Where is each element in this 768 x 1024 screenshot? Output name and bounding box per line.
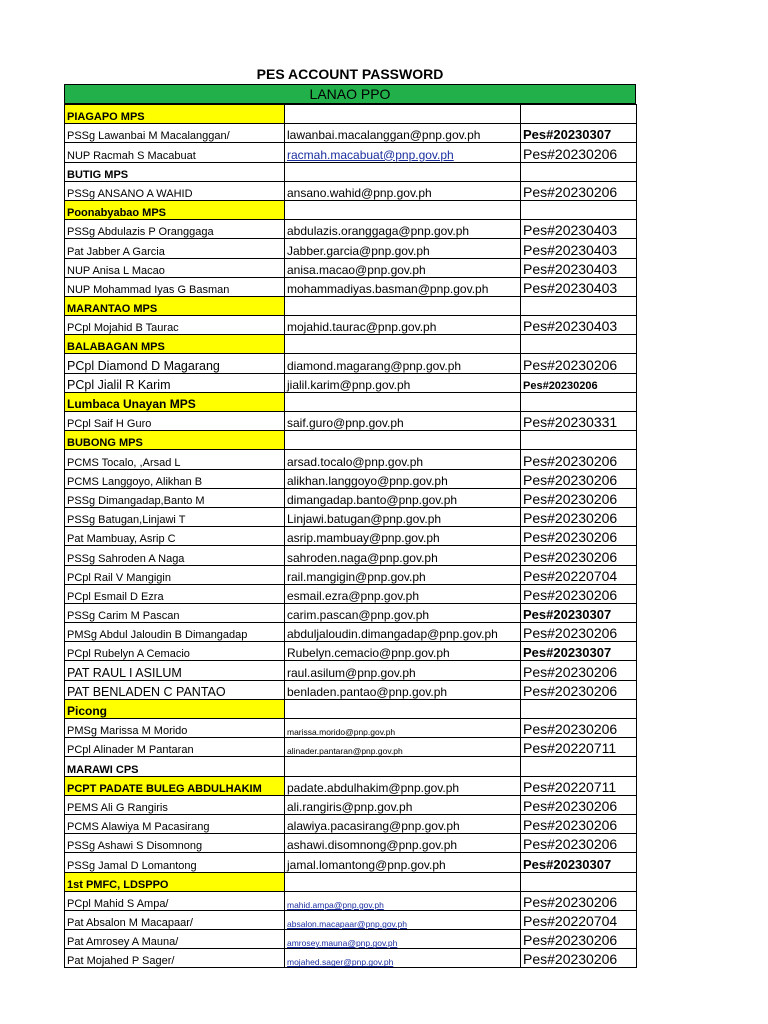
group-header-row <box>65 335 637 354</box>
account-email: marissa.morido@pnp.gov.ph <box>285 719 521 738</box>
group-header-row <box>65 757 637 776</box>
account-name: Pat Absalon M Macapaar/ <box>65 910 285 929</box>
group-label: Lumbaca Unayan MPS <box>65 392 285 411</box>
account-name: PSSg Lawanbai M Macalanggan/ <box>65 124 285 143</box>
account-password: Pes#20230206 <box>521 584 637 603</box>
account-password: Pes#20230206 <box>521 930 637 949</box>
account-email: Jabber.garcia@pnp.gov.ph <box>285 239 521 258</box>
account-name: PCPT PADATE BULEG ABDULHAKIM <box>65 776 285 795</box>
account-row <box>65 469 637 488</box>
account-password: Pes#20220704 <box>521 565 637 584</box>
account-password: Pes#20230206 <box>521 507 637 526</box>
group-header-row <box>65 296 637 315</box>
account-row <box>65 930 637 949</box>
account-password: Pes#20230206 <box>521 834 637 853</box>
spreadsheet <box>64 64 636 968</box>
empty-cell <box>285 162 521 181</box>
account-email: jialil.karim@pnp.gov.ph <box>285 373 521 392</box>
account-name: PCpl Diamond D Magarang <box>65 354 285 373</box>
account-name: PCpl Rubelyn A Cemacio <box>65 642 285 661</box>
empty-cell <box>521 757 637 776</box>
account-password: Pes#20230206 <box>521 814 637 833</box>
account-password: Pes#20230206 <box>521 527 637 546</box>
account-row <box>65 124 637 143</box>
account-row <box>65 814 637 833</box>
empty-cell <box>285 105 521 124</box>
account-row <box>65 719 637 738</box>
account-email[interactable]: amrosey.mauna@pnp.gov.ph <box>285 930 521 949</box>
account-password: Pes#20230403 <box>521 239 637 258</box>
account-name: PSSg Jamal D Lomantong <box>65 853 285 872</box>
account-name: PSSg Sahroden A Naga <box>65 546 285 565</box>
account-row <box>65 258 637 277</box>
account-email: arsad.tocalo@pnp.gov.ph <box>285 450 521 469</box>
account-name: PSSg Ashawi S Disomnong <box>65 834 285 853</box>
account-row <box>65 584 637 603</box>
account-name: Pat Mambuay, Asrip C <box>65 527 285 546</box>
account-email: asrip.mambuay@pnp.gov.ph <box>285 527 521 546</box>
group-label: MARANTAO MPS <box>65 296 285 315</box>
empty-cell <box>285 757 521 776</box>
account-row <box>65 949 637 968</box>
page-title: PES ACCOUNT PASSWORD <box>256 66 444 82</box>
account-email[interactable]: mahid.ampa@pnp.gov.ph <box>285 891 521 910</box>
account-row <box>65 565 637 584</box>
account-name: PAT RAUL I ASILUM <box>65 661 285 680</box>
account-row <box>65 220 637 239</box>
account-email: benladen.pantao@pnp.gov.ph <box>285 680 521 699</box>
account-email: padate.abdulhakim@pnp.gov.ph <box>285 776 521 795</box>
account-password: Pes#20230206 <box>521 181 637 200</box>
account-row <box>65 623 637 642</box>
account-row <box>65 527 637 546</box>
account-password: Pes#20230206 <box>521 450 637 469</box>
group-label: MARAWI CPS <box>65 757 285 776</box>
account-name: Pat Jabber A Garcia <box>65 239 285 258</box>
account-row <box>65 373 637 392</box>
account-row <box>65 143 637 162</box>
account-email: diamond.magarang@pnp.gov.ph <box>285 354 521 373</box>
account-name: PCMS Tocalo, ,Arsad L <box>65 450 285 469</box>
account-row <box>65 776 637 795</box>
account-name: PCMS Alawiya M Pacasirang <box>65 814 285 833</box>
account-email: alawiya.pacasirang@pnp.gov.ph <box>285 814 521 833</box>
account-row <box>65 603 637 622</box>
empty-cell <box>521 296 637 315</box>
account-row <box>65 795 637 814</box>
account-email: esmail.ezra@pnp.gov.ph <box>285 584 521 603</box>
empty-cell <box>521 162 637 181</box>
group-label: Poonabyabao MPS <box>65 200 285 219</box>
account-row <box>65 277 637 296</box>
account-email: alinader.pantaran@pnp.gov.ph <box>285 738 521 757</box>
group-header-row <box>65 392 637 411</box>
account-password: Pes#20230206 <box>521 488 637 507</box>
account-email: carim.pascan@pnp.gov.ph <box>285 603 521 622</box>
account-name: PCMS Langgoyo, Alikhan B <box>65 469 285 488</box>
group-label: BUBONG MPS <box>65 431 285 450</box>
account-password: Pes#20220711 <box>521 738 637 757</box>
account-password: Pes#20230206 <box>521 469 637 488</box>
account-row <box>65 738 637 757</box>
account-password: Pes#20220704 <box>521 910 637 929</box>
account-email: lawanbai.macalanggan@pnp.gov.ph <box>285 124 521 143</box>
account-email: saif.guro@pnp.gov.ph <box>285 412 521 431</box>
account-password: Pes#20230403 <box>521 316 637 335</box>
account-password: Pes#20230331 <box>521 412 637 431</box>
account-email: Linjawi.batugan@pnp.gov.ph <box>285 507 521 526</box>
account-name: PSSg ANSANO A WAHID <box>65 181 285 200</box>
account-name: PCpl Esmail D Ezra <box>65 584 285 603</box>
account-name: PCpl Mojahid B Taurac <box>65 316 285 335</box>
account-row <box>65 910 637 929</box>
empty-cell <box>285 335 521 354</box>
account-name: PCpl Saif H Guro <box>65 412 285 431</box>
account-name: PMSg Abdul Jaloudin B Dimangadap <box>65 623 285 642</box>
account-email[interactable]: mojahed.sager@pnp.gov.ph <box>285 949 521 968</box>
account-name: PMSg Marissa M Morido <box>65 719 285 738</box>
region-banner: LANAO PPO <box>64 84 636 104</box>
account-password: Pes#20230307 <box>521 642 637 661</box>
account-password: Pes#20230206 <box>521 719 637 738</box>
account-row <box>65 239 637 258</box>
account-email: ansano.wahid@pnp.gov.ph <box>285 181 521 200</box>
account-email: abdulazis.oranggaga@pnp.gov.ph <box>285 220 521 239</box>
account-row <box>65 488 637 507</box>
account-row <box>65 661 637 680</box>
account-email: anisa.macao@pnp.gov.ph <box>285 258 521 277</box>
account-email: ashawi.disomnong@pnp.gov.ph <box>285 834 521 853</box>
account-table <box>64 104 637 968</box>
account-email: alikhan.langgoyo@pnp.gov.ph <box>285 469 521 488</box>
empty-cell <box>285 392 521 411</box>
account-password: Pes#20230206 <box>521 949 637 968</box>
account-name: PSSg Dimangadap,Banto M <box>65 488 285 507</box>
group-label: BALABAGAN MPS <box>65 335 285 354</box>
group-label: PIAGAPO MPS <box>65 105 285 124</box>
empty-cell <box>521 699 637 718</box>
empty-cell <box>285 699 521 718</box>
account-password: Pes#20230206 <box>521 623 637 642</box>
account-password: Pes#20220711 <box>521 776 637 795</box>
empty-cell <box>285 431 521 450</box>
account-row <box>65 546 637 565</box>
empty-cell <box>521 200 637 219</box>
empty-cell <box>285 296 521 315</box>
account-password: Pes#20230307 <box>521 603 637 622</box>
account-email[interactable]: racmah.macabuat@pnp.gov.ph <box>285 143 521 162</box>
account-password: Pes#20230403 <box>521 277 637 296</box>
account-name: Pat Mojahed P Sager/ <box>65 949 285 968</box>
account-password: Pes#20230307 <box>521 124 637 143</box>
account-email: sahroden.naga@pnp.gov.ph <box>285 546 521 565</box>
account-name: NUP Anisa L Macao <box>65 258 285 277</box>
account-name: PSSg Batugan,Linjawi T <box>65 507 285 526</box>
account-row <box>65 507 637 526</box>
account-name: PCpl Rail V Mangigin <box>65 565 285 584</box>
group-label: 1st PMFC, LDSPPO <box>65 872 285 891</box>
account-name: NUP Mohammad Iyas G Basman <box>65 277 285 296</box>
account-password: Pes#20230206 <box>521 143 637 162</box>
account-row <box>65 354 637 373</box>
account-email: Rubelyn.cemacio@pnp.gov.ph <box>285 642 521 661</box>
account-email: jamal.lomantong@pnp.gov.ph <box>285 853 521 872</box>
account-email: ali.rangiris@pnp.gov.ph <box>285 795 521 814</box>
account-password: Pes#20230206 <box>521 546 637 565</box>
account-password: Pes#20230403 <box>521 258 637 277</box>
account-password: Pes#20230206 <box>521 661 637 680</box>
account-row <box>65 853 637 872</box>
account-row <box>65 412 637 431</box>
account-name: PEMS Ali G Rangiris <box>65 795 285 814</box>
account-password: Pes#20230206 <box>521 354 637 373</box>
group-header-row <box>65 105 637 124</box>
account-email: raul.asilum@pnp.gov.ph <box>285 661 521 680</box>
account-row <box>65 316 637 335</box>
account-password: Pes#20230206 <box>521 373 637 392</box>
account-password: Pes#20230206 <box>521 680 637 699</box>
account-name: PCpl Mahid S Ampa/ <box>65 891 285 910</box>
account-password: Pes#20230307 <box>521 853 637 872</box>
group-header-row <box>65 699 637 718</box>
empty-cell <box>285 200 521 219</box>
account-email: rail.mangigin@pnp.gov.ph <box>285 565 521 584</box>
empty-cell <box>521 335 637 354</box>
account-row <box>65 891 637 910</box>
empty-cell <box>521 105 637 124</box>
group-header-row <box>65 431 637 450</box>
account-password: Pes#20230206 <box>521 891 637 910</box>
empty-cell <box>521 872 637 891</box>
account-name: PSSg Carim M Pascan <box>65 603 285 622</box>
account-email: mohammadiyas.basman@pnp.gov.ph <box>285 277 521 296</box>
group-header-row <box>65 200 637 219</box>
account-row <box>65 834 637 853</box>
empty-cell <box>521 431 637 450</box>
account-row <box>65 680 637 699</box>
group-label: Picong <box>65 699 285 718</box>
account-row <box>65 450 637 469</box>
empty-cell <box>521 392 637 411</box>
account-password: Pes#20230403 <box>521 220 637 239</box>
account-name: PSSg Abdulazis P Oranggaga <box>65 220 285 239</box>
account-email: abduljaloudin.dimangadap@pnp.gov.ph <box>285 623 521 642</box>
account-name: PCpl Jialil R Karim <box>65 373 285 392</box>
account-name: PAT BENLADEN C PANTAO <box>65 680 285 699</box>
account-email: mojahid.taurac@pnp.gov.ph <box>285 316 521 335</box>
account-email[interactable]: absalon.macapaar@pnp.gov.ph <box>285 910 521 929</box>
account-name: PCpl Alinader M Pantaran <box>65 738 285 757</box>
account-row <box>65 642 637 661</box>
account-password: Pes#20230206 <box>521 795 637 814</box>
group-header-row <box>65 872 637 891</box>
account-name: NUP Racmah S Macabuat <box>65 143 285 162</box>
account-email: dimangadap.banto@pnp.gov.ph <box>285 488 521 507</box>
empty-cell <box>285 872 521 891</box>
account-row <box>65 181 637 200</box>
group-label: BUTIG MPS <box>65 162 285 181</box>
group-header-row <box>65 162 637 181</box>
account-name: Pat Amrosey A Mauna/ <box>65 930 285 949</box>
